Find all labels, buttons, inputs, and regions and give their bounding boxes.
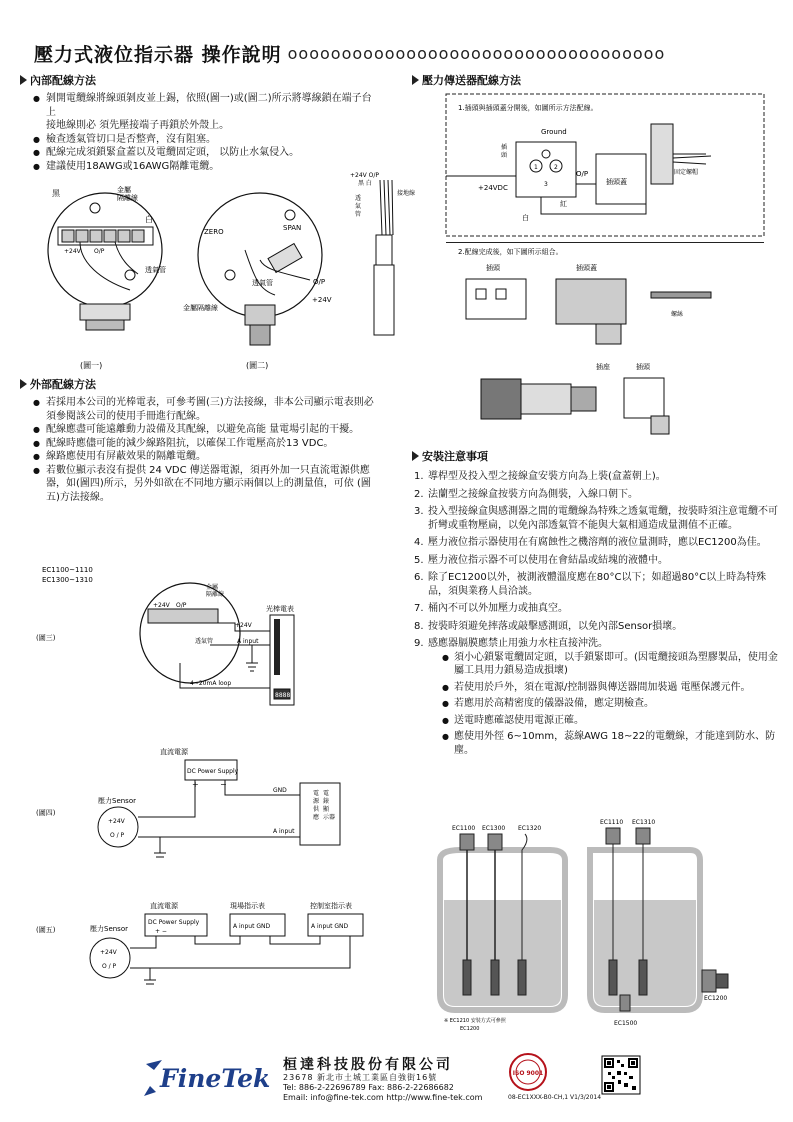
tank-model-ec1300: EC1300 [482, 825, 506, 832]
fig3-loop-label: 4~20mA loop [190, 680, 232, 687]
svg-text:頭: 頭 [501, 152, 508, 159]
fig5-op: O / P [102, 963, 117, 970]
fig3-lightbar-wiring [30, 563, 370, 713]
list-item: 2. 法蘭型之接線盒按裝方向為側裝，入線口朝下。 [414, 488, 638, 500]
tank-model-ec1320: EC1320 [518, 825, 542, 832]
external-wiring-heading: 外部配線方法 [20, 376, 392, 392]
list-item: ● 配線時應儘可能的減少線路阻抗，以確保工作電壓高於13 VDC。 [20, 437, 380, 451]
fig4-plus: + [192, 780, 199, 789]
fig-transmitter-wiring [446, 94, 766, 434]
fig1-white-label: 白 [145, 215, 153, 224]
svg-text:2: 2 [554, 164, 558, 171]
external-wiring-section [20, 376, 392, 504]
svg-text:供: 供 [313, 806, 320, 813]
tank-model-ec1200: EC1200 [704, 995, 728, 1002]
svg-text:隔離線: 隔離線 [117, 194, 138, 202]
transmitter-screw2: 螺絲 [671, 311, 684, 318]
fig5-field: 現場指示表 [230, 902, 265, 910]
company-name: 桓達科技股份有限公司 [283, 1057, 453, 1073]
fig3-ainput: A input [237, 638, 259, 645]
right-column [412, 72, 782, 88]
list-item: 3. 投入型接線盒與感測器之間的電纜線為特殊之透氣電纜，按裝時須注意電纜不可折彎或重物壓扁，以免內部透氣管不能與大氣相通造成量測值不正確。 [414, 506, 778, 531]
footer [140, 1048, 640, 1108]
fig2-zero-label: ZERO [204, 228, 224, 236]
fig-internal-wiring [20, 172, 416, 380]
tank-model-ec1310: EC1310 [632, 819, 656, 826]
fig4-op: O / P [110, 832, 125, 839]
section-marker-icon [412, 75, 419, 85]
list-item: ● 若數位顯示表沒有提供 24 VDC 傳送器電源，須再外加一只直流電源供應器，如(圖四)所示，另外如欲在不同地方顯示兩個以上的測量值，可依 (圖五)方法接線。 [20, 464, 380, 505]
transmitter-white: 白 [522, 214, 529, 222]
list-item: 4. 壓力液位指示器使用在有腐蝕性之機溶劑的液位量測時，應以EC1200為佳。 [414, 537, 767, 548]
safety-heading: 安裝注意事項 [412, 448, 782, 464]
transmitter-wiring-heading: 壓力傳送器配線方法 [412, 72, 782, 88]
fig4-label: (圖四) [36, 809, 56, 817]
list-item: 5. 壓力液位指示器不可以使用在會結晶或結塊的液體中。 [414, 554, 668, 566]
fig3-vent-label: 透氣管 [195, 638, 214, 645]
fig4-ainput: A input [273, 828, 295, 835]
svg-text:隔離線: 隔離線 [206, 591, 225, 598]
list-item: ● 線路應使用有屏蔽效果的隔離電纜。 [20, 450, 380, 464]
fig3-v24-label: +24V [153, 602, 170, 609]
fig1-terminal-box [48, 185, 166, 370]
fig1-v24-label: +24V [64, 248, 81, 255]
svg-text:顯: 顯 [323, 806, 330, 813]
company-email[interactable]: Email: info@fine-tek.com http://www.fine-tek.com [283, 1093, 483, 1102]
title-dots: ooooooooooooooooooooooooooooooooooo [287, 43, 666, 63]
iso-badge-icon [508, 1052, 548, 1092]
fig5-pm: + − [155, 928, 167, 935]
transmitter-cover: 插頭蓋 [606, 178, 627, 186]
list-item: 1. 導桿型及投入型之接線盒安裝方向為上裝(盒蓋朝上)。 [414, 471, 666, 482]
transmitter-v24dc: +24VDC [478, 184, 508, 192]
fig5-v24: +24V [100, 949, 117, 956]
svg-text:氣: 氣 [355, 203, 362, 210]
left-column [20, 72, 392, 173]
qr-code-icon[interactable] [602, 1056, 640, 1094]
fig1-black-label: 黑 [52, 189, 60, 198]
list-item: ● 若採用本公司的光棒電表，可參考圖(三)方法接線，非本公司顯示電表則必須參閱該公司的使用手冊進行配線。 [20, 396, 380, 423]
cable-vent-label: 透 [355, 195, 362, 202]
fig5-sensor: 壓力Sensor [90, 925, 128, 933]
fig5-supply: DC Power Supply [148, 919, 200, 926]
list-item: ● 檢查透氣管切口是否整齊，沒有阻塞。 [20, 133, 380, 147]
tank-note1: ※ EC1210 安裝方式可參照 [444, 1018, 506, 1024]
internal-wiring-list [20, 92, 380, 173]
company-tel: Tel: 886-2-22696789 Fax: 886-2-22686682 [283, 1083, 454, 1092]
internal-wiring-heading: 內部配線方法 [20, 72, 392, 88]
fig3-label: (圖三) [36, 634, 56, 642]
svg-text:1: 1 [534, 164, 538, 171]
list-item: 9. 感應器膈膜應禁止用強力水柱直接沖洗。 ● 須小心鎖緊電纜固定頭，以手鎖緊即可。(因電纜接頭為塑膠製品，使用金屬工具用力鎖易造成損壞) ● 若使用於戶外，須在電源/控制器與傳送器間加裝過 電壓保護元件。 ● 若應用於高精密度的儀器設備，應定期檢查。 ● 送電時應確認使用電源正確。 ● 應使用外徑 6~10mm，蕊線AWG 18~22的電纜線，才能達到防水、防塵。 [412, 637, 782, 757]
fig4-dc-supply-wiring [30, 745, 370, 865]
transmitter-plug2: 插頭 [486, 264, 500, 272]
logo-text: FineTek [160, 1064, 271, 1093]
title-row [34, 40, 764, 66]
svg-text:電: 電 [323, 790, 330, 797]
safety-section [412, 448, 782, 761]
iso-text: ISO 9001 [512, 1070, 544, 1077]
safety-sub-list [440, 651, 782, 758]
company-address: 23678 新北市土城工業區自強街16號 [283, 1073, 438, 1082]
fig5-supply-title: 直流電源 [150, 902, 178, 910]
fig5-ainput: A input GND [233, 923, 271, 930]
fig1-vent-label: 透氣管 [145, 266, 166, 274]
tank-model-ec1100: EC1100 [452, 825, 476, 832]
fig2-shield-label: 金屬隔離線 [183, 304, 218, 312]
fig1-op-label: O/P [94, 248, 105, 255]
fig3-meter-label: 光棒電表 [266, 605, 294, 613]
fig5-label: (圖五) [36, 926, 56, 934]
fig2-terminal-box [183, 193, 332, 370]
list-item: 7. 桶內不可以外加壓力或抽真空。 [414, 603, 568, 614]
fig5-control: 控制室指示表 [310, 902, 352, 910]
fig4-v24: +24V [108, 818, 125, 825]
fig2-caption: (圖二) [246, 361, 269, 370]
list-item: ● 若應用於高精密度的儀器設備，應定期檢查。 [440, 697, 782, 711]
fig4-minus: − [220, 780, 227, 789]
fig4-sensor: 壓力Sensor [98, 797, 136, 805]
svg-text:管: 管 [355, 211, 362, 218]
list-item: ● 送電時應確認使用電源正確。 [440, 714, 782, 728]
fig2-v24-label: +24V [312, 296, 332, 304]
fig-tank-installation [430, 820, 770, 1035]
fig4-gnd: GND [273, 787, 287, 794]
transmitter-plug: 插 [501, 144, 508, 151]
tank-model-ec1110: EC1110 [600, 819, 624, 826]
fig3-models2: EC1300~1310 [42, 576, 93, 584]
doc-code: 08-EC1XXX-B0-CH,1 V1/3/2014 [508, 1094, 602, 1101]
transmitter-red: 紅 [560, 200, 567, 208]
fig4-supply: DC Power Supply [187, 768, 239, 775]
fig2-vent-label: 透氣管 [252, 279, 273, 287]
list-item: ● 建議使用18AWG或16AWG隔離電纜。 [20, 160, 380, 174]
list-item: 8. 按裝時須避免摔落或敲擊感測頭，以免內部Sensor損壞。 [414, 620, 683, 632]
fig3-op-label: O/P [176, 602, 187, 609]
cable-bw-label: 黑 白 [358, 180, 372, 187]
svg-text:示器: 示器 [323, 814, 336, 821]
safety-list [412, 470, 782, 757]
svg-text:錶: 錶 [323, 798, 330, 805]
svg-text:應: 應 [313, 814, 320, 821]
tank-model-ec1500: EC1500 [614, 1020, 638, 1027]
external-wiring-list [20, 396, 380, 504]
fig1-caption: (圖一) [80, 361, 103, 370]
fig5-ainput2: A input GND [311, 923, 349, 930]
list-item: ● 剝開電纜線將線頭剝皮並上錫，依照(圖一)或(圖二)所示將導線鎖在端子台上 接地線則必 須先壓接端子再鎖於外殼上。 [20, 92, 380, 133]
transmitter-plug3: 插頭 [636, 363, 650, 371]
fig5-dual-display-wiring [30, 898, 370, 988]
section-marker-icon [412, 451, 419, 461]
fig3-display: 8888 [275, 692, 291, 699]
list-item: ● 配線完成須鎖緊盒蓋以及電纜固定頭， 以防止水氣侵入。 [20, 146, 380, 160]
svg-text:金屬: 金屬 [206, 584, 219, 591]
svg-text:電: 電 [313, 790, 320, 797]
list-item: ● 配線應盡可能遠離動力設備及其配線，以避免高能 量電場引起的干擾。 [20, 423, 380, 437]
tank-note2: EC1200 [460, 1026, 480, 1032]
list-item: 6. 除了EC1200以外，被測液體溫度應在80°C以下；如超過80°C以上時為特殊品，須與業務人員洽談。 [414, 572, 767, 597]
fig3-meter-v24: +24V [235, 622, 252, 629]
cable-v24op-label: +24V O/P [350, 172, 380, 179]
list-item: ● 須小心鎖緊電纜固定頭，以手鎖緊即可。(因電纜接頭為塑膠製品，使用金屬工具用力鎖易造成損壞) [440, 651, 782, 678]
transmitter-step2: 2.配線完成後，如下圖所示組合。 [458, 248, 563, 256]
svg-text:源: 源 [313, 798, 320, 805]
fig1-shield-label: 金屬 [117, 186, 131, 194]
fig2-span-label: SPAN [283, 224, 302, 232]
page-title: 壓力式液位指示器 操作說明 [34, 43, 282, 66]
transmitter-cover2: 插頭蓋 [576, 264, 597, 272]
fig3-models1: EC1100~1110 [42, 566, 93, 574]
fig2-op-label: O/P [313, 278, 326, 286]
section-marker-icon [20, 75, 27, 85]
transmitter-step1: 1.插頭與插頭蓋分開後，如圖所示方法配線。 [458, 104, 598, 112]
fig4-supply-title: 直流電源 [160, 748, 188, 756]
transmitter-ground: Ground [541, 128, 567, 136]
list-item: ● 應使用外徑 6~10mm，蕊線AWG 18~22的電纜線，才能達到防水、防塵。 [440, 730, 782, 757]
transmitter-socket: 插座 [596, 363, 610, 371]
cable-ground-label: 接地線 [397, 190, 416, 197]
transmitter-screw: 固定螺帽 [674, 169, 699, 176]
svg-text:3: 3 [544, 181, 548, 188]
cable-diagram [350, 172, 415, 335]
list-item: ● 若使用於戶外，須在電源/控制器與傳送器間加裝過 電壓保護元件。 [440, 681, 782, 695]
transmitter-op: O/P [576, 170, 589, 178]
section-marker-icon [20, 379, 27, 389]
